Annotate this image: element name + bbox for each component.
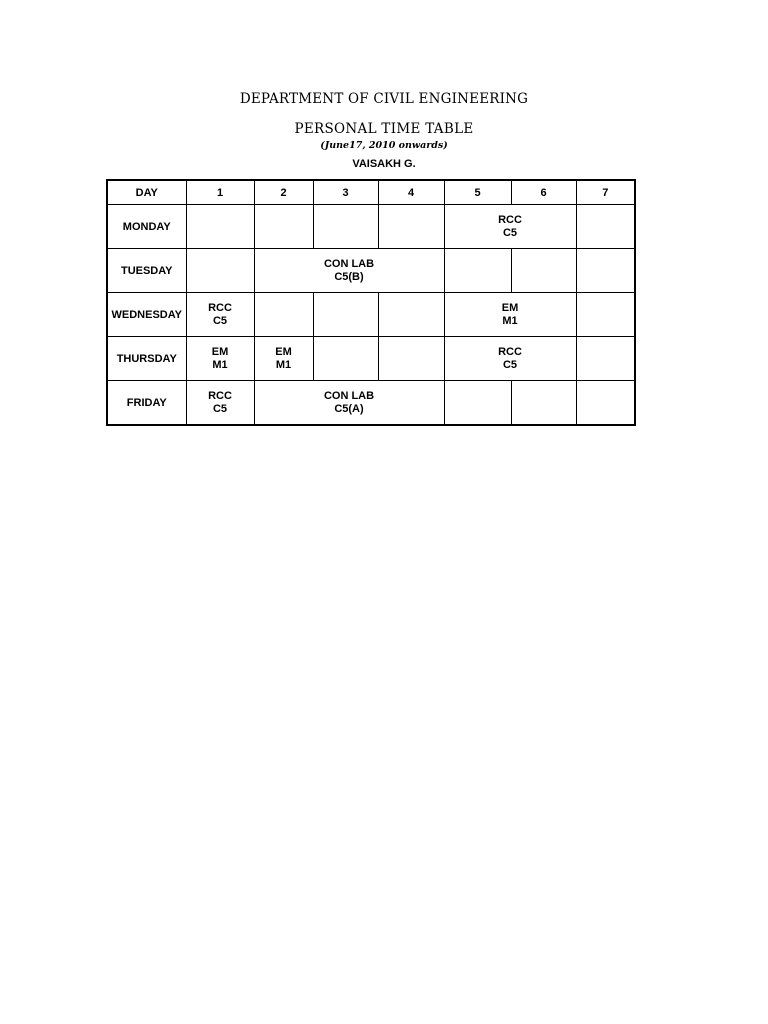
column-header: 6 bbox=[511, 180, 576, 205]
subject-code: CON LAB bbox=[323, 389, 375, 402]
period-cell bbox=[444, 293, 576, 337]
period-cell bbox=[186, 337, 254, 381]
room-code: C5 bbox=[502, 226, 518, 239]
day-label: MONDAY bbox=[107, 205, 186, 249]
subject-code: EM bbox=[211, 345, 229, 358]
column-header: 1 bbox=[186, 180, 254, 205]
person-name: VAISAKH G. bbox=[352, 158, 416, 170]
period-cell bbox=[254, 249, 444, 293]
subject-code: RCC bbox=[208, 389, 232, 402]
room-code: C5(B) bbox=[334, 270, 364, 283]
period-cell bbox=[576, 337, 635, 381]
period-cell bbox=[313, 293, 378, 337]
period-cell bbox=[254, 381, 444, 426]
period-cell bbox=[444, 337, 576, 381]
subject-code: CON LAB bbox=[323, 257, 375, 270]
room-code: M1 bbox=[275, 358, 292, 371]
period-cell bbox=[254, 337, 313, 381]
day-label: TUESDAY bbox=[107, 249, 186, 293]
subject-code: EM bbox=[501, 301, 519, 314]
period-cell bbox=[444, 381, 511, 426]
period-cell bbox=[186, 381, 254, 426]
period-cell bbox=[444, 249, 511, 293]
period-cell bbox=[378, 337, 444, 381]
period-cell bbox=[576, 381, 635, 426]
day-label: FRIDAY bbox=[107, 381, 186, 426]
timetable-subtitle: (June17, 2010 onwards) bbox=[320, 140, 448, 151]
period-cell bbox=[576, 293, 635, 337]
period-cell bbox=[576, 205, 635, 249]
subject-code: RCC bbox=[498, 345, 522, 358]
table-header-row bbox=[107, 180, 635, 205]
day-label: THURSDAY bbox=[107, 337, 186, 381]
column-header: 3 bbox=[313, 180, 378, 205]
table-row bbox=[107, 249, 635, 293]
subject-code: RCC bbox=[208, 301, 232, 314]
column-header: 7 bbox=[576, 180, 635, 205]
table-row bbox=[107, 293, 635, 337]
period-cell bbox=[254, 293, 313, 337]
subject-code: RCC bbox=[498, 213, 522, 226]
timetable bbox=[106, 179, 636, 426]
period-cell bbox=[186, 205, 254, 249]
timetable-body bbox=[107, 205, 635, 426]
column-header: 2 bbox=[254, 180, 313, 205]
column-header: 5 bbox=[444, 180, 511, 205]
period-cell bbox=[186, 249, 254, 293]
subject-code: EM bbox=[275, 345, 292, 358]
room-code: M1 bbox=[212, 358, 228, 371]
period-cell bbox=[511, 381, 576, 426]
room-code: C5(A) bbox=[334, 402, 364, 415]
period-cell bbox=[186, 293, 254, 337]
period-cell bbox=[576, 249, 635, 293]
department-title: DEPARTMENT OF CIVIL ENGINEERING bbox=[239, 91, 529, 107]
table-row bbox=[107, 337, 635, 381]
period-cell bbox=[444, 205, 576, 249]
room-code: M1 bbox=[502, 314, 518, 327]
period-cell bbox=[254, 205, 313, 249]
room-code: C5 bbox=[212, 314, 228, 327]
period-cell bbox=[378, 293, 444, 337]
column-header: DAY bbox=[107, 180, 186, 205]
room-code: C5 bbox=[212, 402, 228, 415]
day-label: WEDNESDAY bbox=[107, 293, 186, 337]
column-header: 4 bbox=[378, 180, 444, 205]
period-cell bbox=[313, 337, 378, 381]
timetable-title: PERSONAL TIME TABLE bbox=[294, 121, 474, 137]
table-row bbox=[107, 205, 635, 249]
room-code: C5 bbox=[502, 358, 518, 371]
period-cell bbox=[511, 249, 576, 293]
period-cell bbox=[378, 205, 444, 249]
table-row bbox=[107, 381, 635, 426]
period-cell bbox=[313, 205, 378, 249]
